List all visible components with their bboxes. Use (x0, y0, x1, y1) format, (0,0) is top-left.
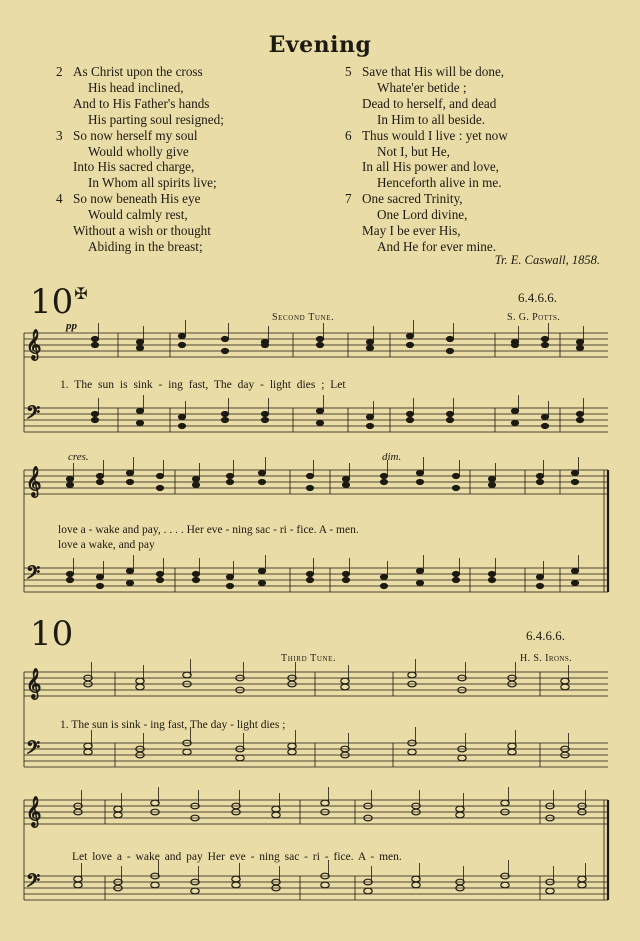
lyrics-line: love a wake, and pay (58, 539, 155, 551)
note-head (126, 568, 133, 573)
stanza-number: 3 (56, 127, 63, 143)
stanza-number: 7 (345, 191, 352, 207)
lyrics-line: 1. The sun is sink - ing fast, The day - light dies ; Let (60, 379, 346, 391)
bass-clef-icon: 𝄢 (26, 403, 41, 428)
note-head (536, 473, 543, 478)
lyrics-line: Let love a - wake and pay Her eve - ning sac - ri - fice. A - men. (72, 851, 402, 863)
treble-clef-icon: 𝄞 (26, 797, 42, 827)
note-head (316, 408, 323, 413)
bass-clef-icon: 𝄢 (26, 871, 41, 896)
note-head (156, 571, 163, 576)
note-head (151, 800, 159, 806)
note-head (74, 876, 82, 882)
translator-credit: Tr. E. Caswall, 1858. (494, 253, 600, 267)
note-head (258, 568, 265, 573)
note-head (226, 473, 233, 478)
note-head (416, 470, 423, 475)
note-head (272, 812, 280, 818)
treble-clef-icon: 𝄞 (26, 467, 42, 497)
note-head (183, 672, 191, 678)
treble-clef-icon: 𝄞 (26, 669, 42, 699)
bass-clef-icon: 𝄢 (26, 563, 41, 588)
verse-line: Dead to herself, and dead (362, 95, 497, 111)
note-head (380, 479, 387, 484)
note-head (191, 888, 199, 894)
note-head (576, 411, 583, 416)
note-head (452, 473, 459, 478)
verse-line: Would calmly rest, (88, 207, 188, 223)
note-head (511, 420, 518, 425)
note-head (91, 411, 98, 416)
note-head (221, 348, 228, 353)
note-head (316, 420, 323, 425)
note-head (446, 348, 453, 353)
note-head (488, 476, 495, 481)
note-head (178, 414, 185, 419)
note-head (541, 423, 548, 428)
note-head (96, 473, 103, 478)
note-head (406, 411, 413, 416)
treble-clef-icon: 𝄞 (26, 330, 42, 360)
note-head (416, 580, 423, 585)
note-head (408, 672, 416, 678)
note-head (91, 342, 98, 347)
note-head (508, 749, 516, 755)
note-head (236, 755, 244, 761)
note-head (136, 339, 143, 344)
note-head (576, 339, 583, 344)
note-head (536, 479, 543, 484)
note-head (501, 882, 509, 888)
note-head (321, 882, 329, 888)
note-head (458, 755, 466, 761)
composer: S. G. Potts. (507, 312, 561, 323)
verse-line: Without a wish or thought (73, 223, 211, 239)
verse-line: So now herself my soul (73, 127, 198, 143)
lyrics-line: love a - wake and pay, . . . . Her eve - ning sac - ri - fice. A - men. (58, 524, 359, 536)
note-head (126, 479, 133, 484)
note-head (456, 812, 464, 818)
note-head (288, 743, 296, 749)
note-head (261, 342, 268, 347)
note-head (91, 336, 98, 341)
note-head (536, 583, 543, 588)
note-head (576, 417, 583, 422)
note-head (366, 345, 373, 350)
note-head (416, 568, 423, 573)
verse-line: Would wholly give (88, 143, 189, 159)
note-head (321, 800, 329, 806)
note-head (156, 473, 163, 478)
note-head (91, 417, 98, 422)
note-head (416, 479, 423, 484)
note-head (258, 470, 265, 475)
note-head (342, 577, 349, 582)
note-head (192, 577, 199, 582)
note-head (178, 342, 185, 347)
note-head (576, 345, 583, 350)
note-head (366, 423, 373, 428)
note-head (226, 583, 233, 588)
note-head (221, 411, 228, 416)
note-head (306, 485, 313, 490)
dynamic-cres: cres. (68, 451, 89, 463)
note-head (306, 473, 313, 478)
verse-line: And to His Father's hands (73, 95, 210, 111)
note-head (258, 580, 265, 585)
note-head (96, 574, 103, 579)
note-head (192, 482, 199, 487)
note-head (488, 571, 495, 576)
stanza-number: 6 (345, 127, 352, 143)
note-head (406, 417, 413, 422)
note-head (261, 411, 268, 416)
note-head (226, 574, 233, 579)
verse-line: Save that His will be done, (362, 64, 505, 79)
note-head (136, 420, 143, 425)
note-head (571, 470, 578, 475)
note-head (74, 882, 82, 888)
note-head (380, 574, 387, 579)
cross-mark-icon: ✠ (74, 284, 88, 303)
note-head (341, 684, 349, 690)
note-head (96, 479, 103, 484)
note-head (446, 411, 453, 416)
note-head (446, 417, 453, 422)
note-head (536, 574, 543, 579)
verse-line: Whate'er betide ; (377, 79, 467, 95)
note-head (571, 580, 578, 585)
note-head (272, 806, 280, 812)
note-head (96, 583, 103, 588)
note-head (316, 336, 323, 341)
note-head (156, 485, 163, 490)
note-head (258, 479, 265, 484)
note-head (66, 476, 73, 481)
note-head (452, 577, 459, 582)
note-head (178, 333, 185, 338)
stanza-number: 2 (56, 64, 63, 79)
note-head (456, 806, 464, 812)
note-head (221, 417, 228, 422)
verse-line: Thus would I live : yet now (362, 127, 508, 143)
note-head (221, 336, 228, 341)
note-head (380, 473, 387, 478)
note-head (126, 580, 133, 585)
note-head (342, 571, 349, 576)
tune-name: Third Tune. (281, 653, 337, 664)
note-head (406, 333, 413, 338)
note-head (136, 408, 143, 413)
tune-name: Second Tune. (272, 312, 335, 323)
verse-line: Not I, but He, (377, 143, 450, 159)
note-head (541, 342, 548, 347)
verse-line: In Him to all beside. (377, 111, 486, 127)
note-head (178, 423, 185, 428)
note-head (578, 876, 586, 882)
note-head (114, 806, 122, 812)
note-head (156, 577, 163, 582)
note-head (412, 876, 420, 882)
note-head (261, 417, 268, 422)
note-head (136, 684, 144, 690)
verse-line: In all His power and love, (362, 159, 499, 175)
verse-line: Henceforth alive in me. (377, 175, 502, 191)
lyrics-line: 1. The sun is sink - ing fast, The day - light dies ; (60, 719, 286, 731)
note-head (501, 800, 509, 806)
note-head (406, 342, 413, 347)
note-head (571, 568, 578, 573)
note-head (408, 749, 416, 755)
verse-line: His head inclined, (88, 79, 184, 95)
note-head (342, 476, 349, 481)
verse-line: One sacred Trinity, (362, 191, 463, 207)
note-head (84, 743, 92, 749)
note-head (192, 476, 199, 481)
hymn-number: 10 (30, 614, 74, 654)
meter: 6.4.6.6. (518, 290, 557, 305)
verse-line: May I be ever His, (362, 223, 461, 239)
note-head (66, 577, 73, 582)
composer: H. S. Irons. (520, 653, 573, 664)
note-head (412, 882, 420, 888)
note-head (192, 571, 199, 576)
note-head (288, 749, 296, 755)
note-head (364, 888, 372, 894)
verse-line: One Lord divine, (377, 207, 468, 223)
note-head (488, 482, 495, 487)
stanza-number: 5 (345, 64, 352, 79)
note-head (226, 479, 233, 484)
page-title: Evening (268, 32, 372, 58)
note-head (306, 571, 313, 576)
note-head (511, 408, 518, 413)
note-head (452, 571, 459, 576)
stanza-number: 4 (56, 191, 63, 207)
verse-line: So now beneath His eye (73, 191, 201, 207)
note-head (136, 678, 144, 684)
note-head (452, 485, 459, 490)
note-head (114, 812, 122, 818)
note-head (183, 749, 191, 755)
note-head (511, 342, 518, 347)
note-head (508, 743, 516, 749)
note-head (151, 882, 159, 888)
verse-line: Abiding in the breast; (88, 238, 203, 254)
bass-clef-icon: 𝄢 (26, 738, 41, 763)
verse-line: His parting soul resigned; (88, 111, 224, 127)
note-head (571, 479, 578, 484)
note-head (380, 583, 387, 588)
note-head (84, 749, 92, 755)
note-head (541, 336, 548, 341)
dynamic-pp: pp (66, 320, 77, 332)
verse-line: Into His sacred charge, (73, 159, 195, 175)
note-head (578, 882, 586, 888)
note-head (232, 882, 240, 888)
note-head (488, 577, 495, 582)
note-head (446, 336, 453, 341)
note-head (561, 684, 569, 690)
note-head (546, 888, 554, 894)
hymn-number-text: 10 (30, 282, 74, 322)
note-head (342, 482, 349, 487)
note-head (66, 571, 73, 576)
note-head (366, 339, 373, 344)
note-head (306, 577, 313, 582)
verse-line: As Christ upon the cross (73, 64, 203, 79)
note-head (341, 678, 349, 684)
note-head (316, 342, 323, 347)
note-head (561, 678, 569, 684)
note-head (232, 876, 240, 882)
note-head (136, 345, 143, 350)
verse-line: In Whom all spirits live; (88, 175, 217, 191)
note-head (66, 482, 73, 487)
verse-line: And He for ever mine. (377, 238, 497, 254)
note-head (366, 414, 373, 419)
meter: 6.4.6.6. (526, 628, 565, 643)
note-head (126, 470, 133, 475)
note-head (541, 414, 548, 419)
dynamic-dim: dim. (382, 451, 402, 463)
